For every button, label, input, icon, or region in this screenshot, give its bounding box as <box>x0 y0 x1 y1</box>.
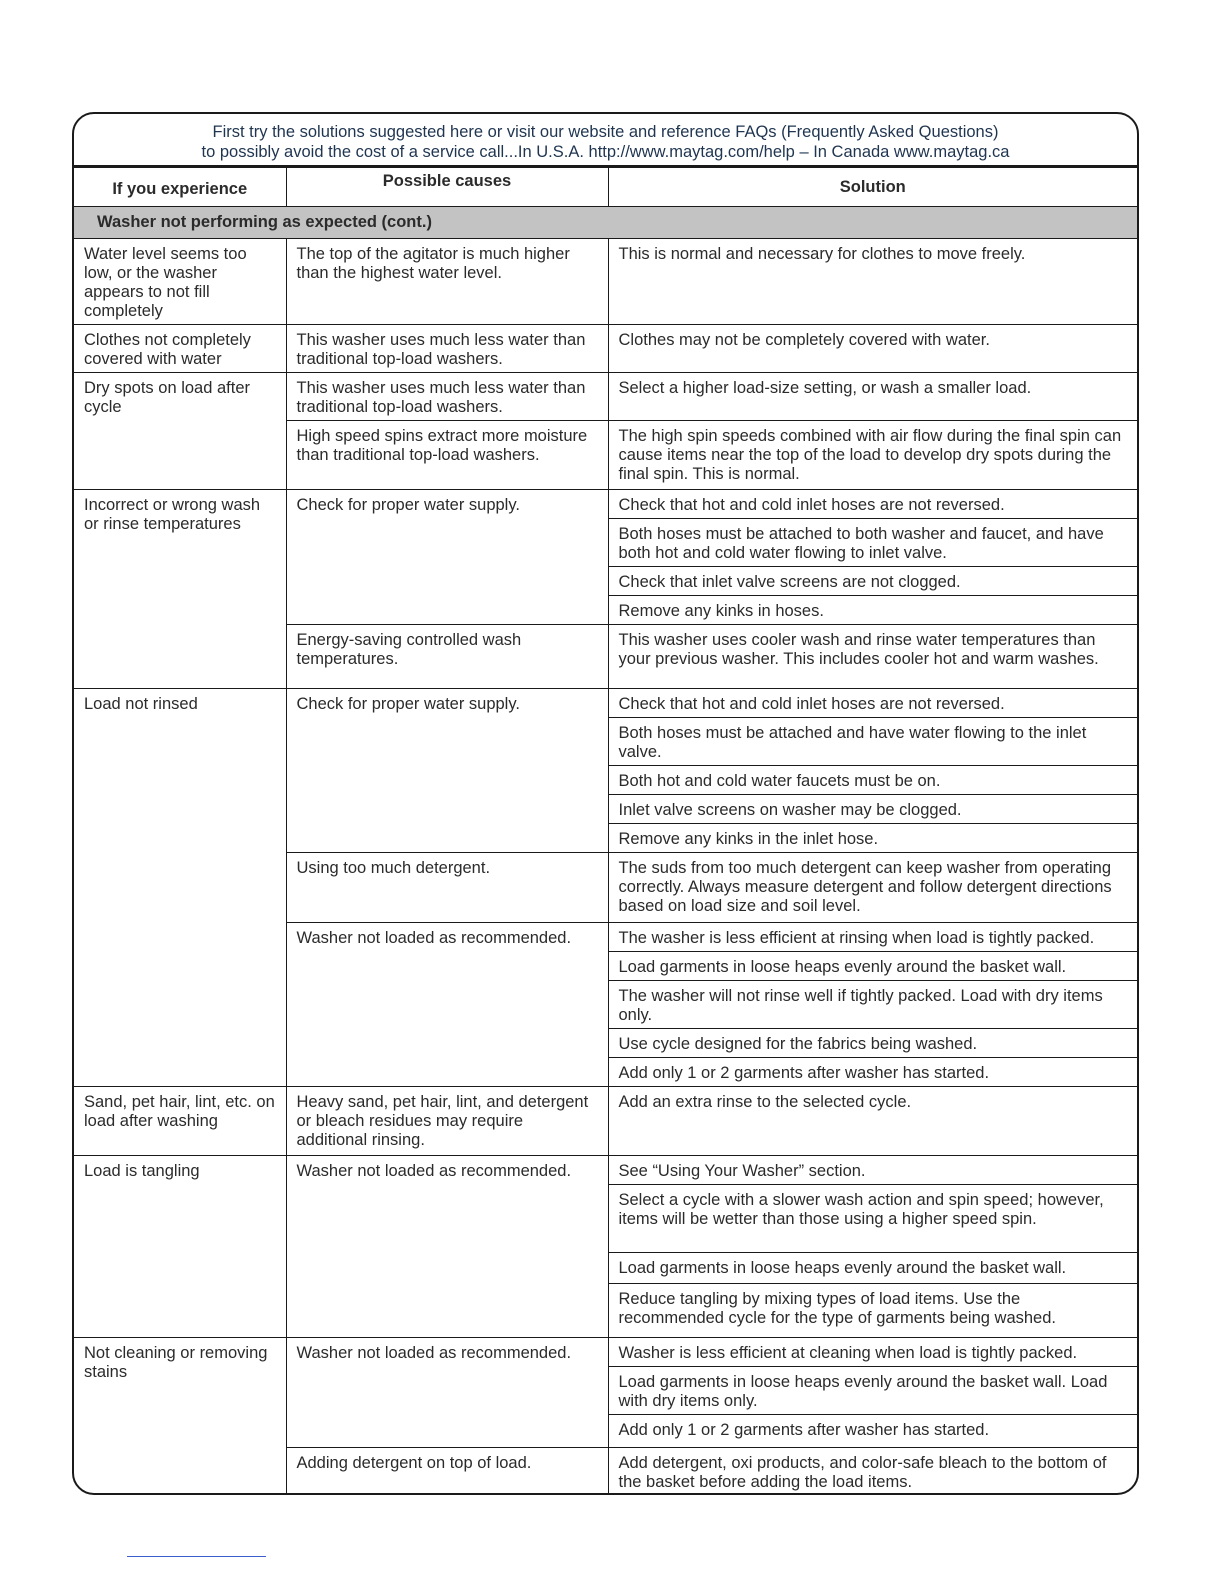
intro-line-1: First try the solutions suggested here or visit our website and reference FAQs (Frequently Asked Questions) <box>212 123 999 141</box>
solution-cell: Add an extra rinse to the selected cycle. <box>608 1087 1137 1156</box>
solution-cell: Load garments in loose heaps evenly around the basket wall. <box>608 952 1137 981</box>
experience-cell: Load is tangling <box>74 1156 286 1338</box>
solution-cell: Both hoses must be attached to both washer and faucet, and have both hot and cold water flowing to inlet valve. <box>608 519 1137 567</box>
cause-cell: Check for proper water supply. <box>286 689 608 853</box>
experience-cell: Load not rinsed <box>74 689 286 1087</box>
solution-cell: The suds from too much detergent can keep washer from operating correctly. Always measure detergent and follow detergent directions based on load size and soil level. <box>608 853 1137 923</box>
solution-cell: Remove any kinks in the inlet hose. <box>608 824 1137 853</box>
cause-cell: Washer not loaded as recommended. <box>286 1156 608 1338</box>
solution-cell: Both hoses must be attached and have water flowing to the inlet valve. <box>608 718 1137 766</box>
solution-cell: Add only 1 or 2 garments after washer has started. <box>608 1058 1137 1087</box>
solution-cell: Washer is less efficient at cleaning when load is tightly packed. <box>608 1338 1137 1367</box>
experience-cell: Incorrect or wrong wash or rinse temperatures <box>74 490 286 689</box>
solution-cell: This washer uses cooler wash and rinse water temperatures than your previous washer. This includes cooler hot and warm washes. <box>608 625 1137 689</box>
solution-cell: Reduce tangling by mixing types of load items. Use the recommended cycle for the type of garments being washed. <box>608 1284 1137 1338</box>
table-row <box>74 1087 1137 1156</box>
header-solution: Solution <box>608 168 1137 207</box>
table-row <box>74 1338 1137 1367</box>
header-experience: If you experience <box>74 168 286 207</box>
solution-cell: The washer is less efficient at rinsing when load is tightly packed. <box>608 923 1137 952</box>
footer-link-underline <box>127 1556 266 1557</box>
experience-cell: Not cleaning or removing stains <box>74 1338 286 1496</box>
header-causes: Possible causes <box>286 168 608 207</box>
solution-cell: Both hot and cold water faucets must be on. <box>608 766 1137 795</box>
table-body <box>74 207 1137 1496</box>
cause-cell: Using too much detergent. <box>286 853 608 923</box>
troubleshooting-table <box>74 167 1137 1495</box>
intro-note <box>74 114 1137 167</box>
solution-cell: Select a cycle with a slower wash action and spin speed; however, items will be wetter than those using a higher speed spin. <box>608 1185 1137 1253</box>
solution-cell: Remove any kinks in hoses. <box>608 596 1137 625</box>
experience-cell: Clothes not completely covered with water <box>74 325 286 373</box>
cause-cell: Energy-saving controlled wash temperatures. <box>286 625 608 689</box>
cause-cell: Adding detergent on top of load. <box>286 1448 608 1496</box>
section-title: Washer not performing as expected (cont.) <box>74 207 1137 239</box>
solution-cell: See “Using Your Washer” section. <box>608 1156 1137 1185</box>
table-row <box>74 373 1137 421</box>
solution-cell: Check that hot and cold inlet hoses are not reversed. <box>608 490 1137 519</box>
table-row <box>74 325 1137 373</box>
table-row <box>74 689 1137 718</box>
solution-cell: Add only 1 or 2 garments after washer has started. <box>608 1415 1137 1448</box>
solution-cell: Load garments in loose heaps evenly around the basket wall. <box>608 1253 1137 1284</box>
solution-cell: Check that inlet valve screens are not clogged. <box>608 567 1137 596</box>
troubleshooting-table-frame <box>72 112 1139 1495</box>
cause-cell: High speed spins extract more moisture than traditional top-load washers. <box>286 421 608 490</box>
experience-cell: Water level seems too low, or the washer appears to not fill completely <box>74 239 286 325</box>
solution-cell: The washer will not rinse well if tightly packed. Load with dry items only. <box>608 981 1137 1029</box>
table-row <box>74 1156 1137 1185</box>
solution-cell: Clothes may not be completely covered with water. <box>608 325 1137 373</box>
experience-cell: Sand, pet hair, lint, etc. on load after washing <box>74 1087 286 1156</box>
experience-cell: Dry spots on load after cycle <box>74 373 286 490</box>
solution-cell: The high spin speeds combined with air flow during the final spin can cause items near the top of the load to develop dry spots during the final spin. This is normal. <box>608 421 1137 490</box>
solution-cell: Inlet valve screens on washer may be clogged. <box>608 795 1137 824</box>
solution-cell: Load garments in loose heaps evenly around the basket wall. Load with dry items only. <box>608 1367 1137 1415</box>
section-row <box>74 207 1137 239</box>
table-row <box>74 490 1137 519</box>
cause-cell: This washer uses much less water than traditional top-load washers. <box>286 325 608 373</box>
cause-cell: This washer uses much less water than traditional top-load washers. <box>286 373 608 421</box>
header-row <box>74 168 1137 207</box>
cause-cell: Washer not loaded as recommended. <box>286 923 608 1087</box>
cause-cell: Heavy sand, pet hair, lint, and detergent or bleach residues may require additional rinsing. <box>286 1087 608 1156</box>
table-row <box>74 239 1137 325</box>
solution-cell: Add detergent, oxi products, and color-safe bleach to the bottom of the basket before adding the load items. <box>608 1448 1137 1496</box>
solution-cell: Select a higher load-size setting, or wash a smaller load. <box>608 373 1137 421</box>
intro-line-2: to possibly avoid the cost of a service call...In U.S.A. http://www.maytag.com/help – In Canada www.maytag.ca <box>201 143 1010 161</box>
cause-cell: Washer not loaded as recommended. <box>286 1338 608 1448</box>
cause-cell: Check for proper water supply. <box>286 490 608 625</box>
solution-cell: This is normal and necessary for clothes to move freely. <box>608 239 1137 325</box>
cause-cell: The top of the agitator is much higher than the highest water level. <box>286 239 608 325</box>
solution-cell: Check that hot and cold inlet hoses are not reversed. <box>608 689 1137 718</box>
solution-cell: Use cycle designed for the fabrics being washed. <box>608 1029 1137 1058</box>
